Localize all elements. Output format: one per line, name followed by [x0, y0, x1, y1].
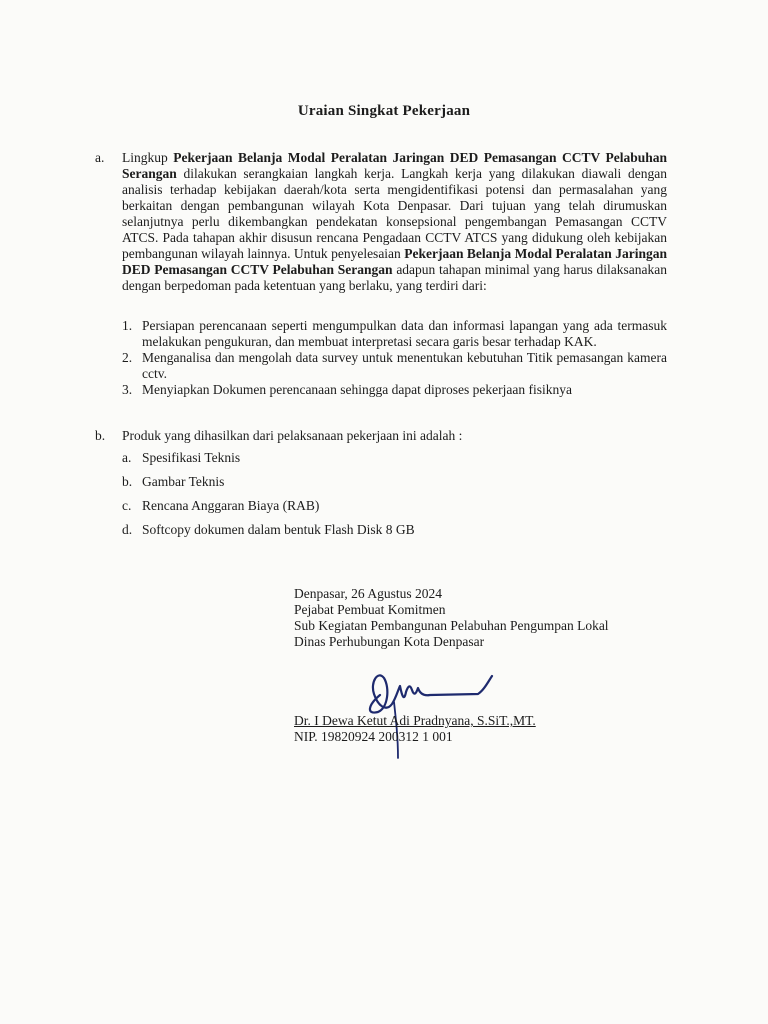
scope-text-1: Lingkup: [122, 150, 174, 165]
product-text: Softcopy dokumen dalam bentuk Flash Disk 8 GB: [142, 522, 415, 537]
signer-role: Pejabat Pembuat Komitmen: [294, 602, 446, 617]
place-date: Denpasar, 26 Agustus 2024: [294, 586, 442, 601]
signer-nip: NIP. 19820924 200312 1 001: [294, 729, 453, 744]
step-text: Menganalisa dan mengolah data survey untuk menentukan kebutuhan Titik pemasangan kamera cctv.: [142, 350, 667, 381]
scope-project-name: Pekerjaan Belanja Modal Peralatan Jaringan DED Pemasangan CCTV Pelabuhan Serangan: [122, 150, 668, 181]
signer-name: Dr. I Dewa Ketut Adi Pradnyana, S.SiT.,MT.: [294, 713, 536, 728]
section-b-marker: b.: [95, 428, 106, 443]
handwritten-signature: [360, 660, 510, 760]
list-item: [122, 450, 415, 474]
products-list: [122, 450, 415, 546]
list-item: [122, 382, 667, 398]
signer-info: [294, 713, 536, 745]
list-item: [122, 318, 667, 350]
signer-office: Dinas Perhubungan Kota Denpasar: [294, 634, 485, 649]
products-heading: Produk yang dihasilkan dari pelaksanaan pekerjaan ini adalah :: [122, 428, 463, 443]
product-letter: b.: [122, 474, 133, 489]
step-text: Menyiapkan Dokumen perencanaan sehingga dapat diproses pekerjaan fisiknya: [142, 382, 572, 397]
signature-block: [294, 586, 694, 650]
list-item: [122, 474, 415, 498]
product-text: Gambar Teknis: [142, 474, 225, 489]
step-number: 2.: [122, 350, 133, 365]
list-item: [122, 350, 667, 382]
list-item: [122, 522, 415, 546]
signer-unit: Sub Kegiatan Pembangunan Pelabuhan Pengumpan Lokal: [294, 618, 609, 633]
scope-text-2: dilakukan serangkaian langkah kerja. Langkah kerja yang dilakukan diawali dengan analisis terhadap kebijakan daerah/kota serta mengidentifikasi potensi dan permasalahan yang berkaitan dengan pembangunan wilayah Kota Denpasar. Dari tujuan yang telah dirumuskan selanjutnya perlu dikembangkan pendekatan konsepsional pengembangan Pemasangan CCTV ATCS. Pada tahapan akhir disusun rencana Pengadaan CCTV ATCS yang didukung oleh kebijakan pembangunan wilayah lainnya. Untuk penyelesaian: [122, 166, 667, 261]
scope-paragraph: [122, 150, 667, 294]
product-letter: c.: [122, 498, 132, 513]
step-number: 3.: [122, 382, 133, 397]
step-number: 1.: [122, 318, 133, 333]
work-steps-list: [122, 318, 667, 398]
product-text: Rencana Anggaran Biaya (RAB): [142, 498, 320, 513]
document-title: Uraian Singkat Pekerjaan: [297, 103, 471, 119]
section-a-marker: a.: [95, 150, 105, 165]
scope-text-3: adapun tahapan minimal yang harus dilaksanakan dengan berpedoman pada ketentuan yang berlaku, yang terdiri dari:: [122, 262, 667, 293]
product-letter: a.: [122, 450, 132, 465]
product-text: Spesifikasi Teknis: [142, 450, 241, 465]
step-text: Persiapan perencanaan seperti mengumpulkan data dan informasi lapangan yang ada termasuk melakukan pengukuran, dan membuat interpretasi secara garis besar terhadap KAK.: [142, 318, 667, 349]
product-letter: d.: [122, 522, 133, 537]
list-item: [122, 498, 415, 522]
scope-project-name-2: Pekerjaan Belanja Modal Peralatan Jaringan DED Pemasangan CCTV Pelabuhan Serangan: [122, 246, 667, 277]
